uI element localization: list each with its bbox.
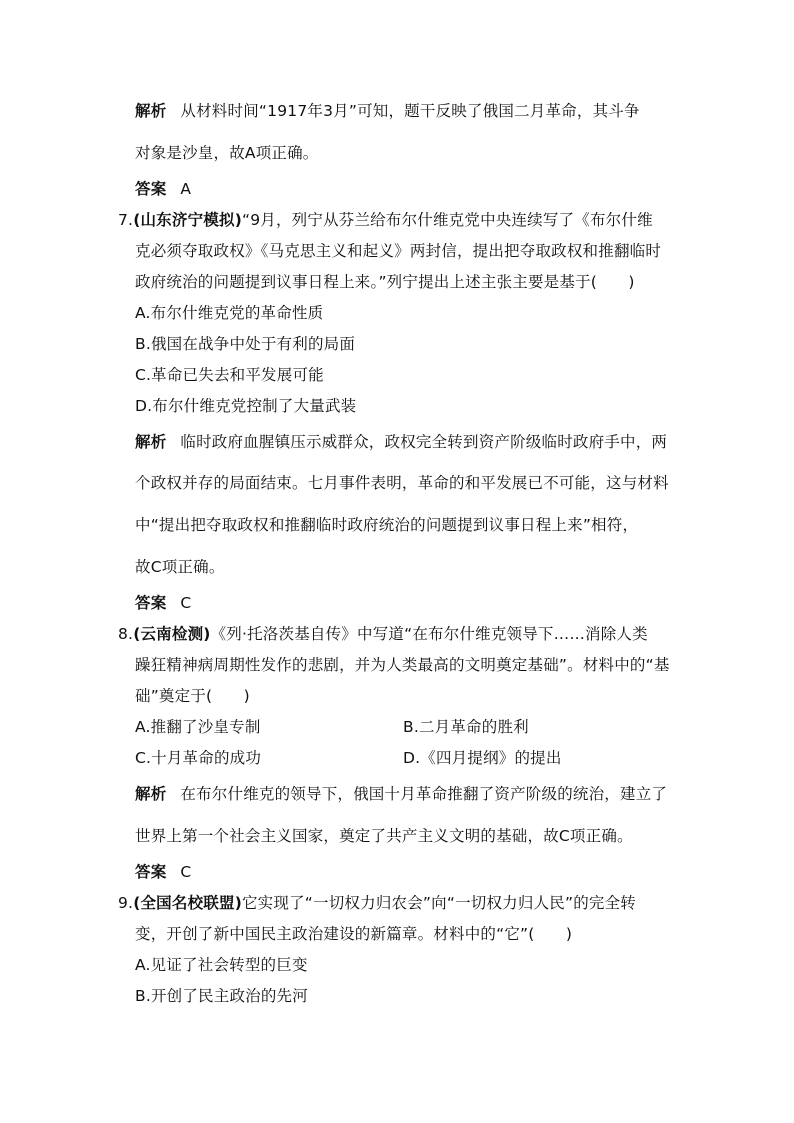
analysis-label: 解析 bbox=[135, 433, 167, 451]
question-source: (山东济宁模拟) bbox=[133, 211, 242, 229]
q9-option-a: A.见证了社会转型的巨变 bbox=[135, 956, 308, 974]
answer-value: A bbox=[180, 180, 192, 198]
q7-answer bbox=[135, 593, 191, 613]
q8-answer bbox=[135, 862, 191, 882]
answer-value: C bbox=[180, 594, 192, 612]
q8-stem-line-2: 躁狂精神病周期性发作的悲剧，并为人类最高的文明奠定基础”。材料中的“基 bbox=[135, 656, 670, 674]
q8-stem-line-1: 8.(云南检测)《列·托洛茨基自传》中写道“在布尔什维克领导下……消除人类 bbox=[118, 625, 648, 643]
prev-answer bbox=[135, 179, 191, 199]
q7-option-c: C.革命已失去和平发展可能 bbox=[135, 366, 324, 384]
q9-stem-line-1: 9.(全国名校联盟)它实现了“一切权力归农会”向“一切权力归人民”的完全转 bbox=[118, 894, 637, 912]
q7-stem-line-1: 7.(山东济宁模拟)“9月，列宁从芬兰给布尔什维克党中央连续写了《布尔什维 bbox=[118, 211, 653, 229]
q7-option-b: B.俄国在战争中处于有利的局面 bbox=[135, 335, 356, 353]
prev-analysis-line-2: 对象是沙皇，故A项正确。 bbox=[135, 144, 319, 162]
q8-option-b: B.二月革命的胜利 bbox=[403, 718, 529, 736]
answer-label: 答案 bbox=[135, 180, 167, 198]
q9-option-b: B.开创了民主政治的先河 bbox=[135, 987, 308, 1005]
q7-analysis-line-2: 个政权并存的局面结束。七月事件表明，革命的和平发展已不可能，这与材料 bbox=[135, 474, 669, 492]
answer-label: 答案 bbox=[135, 863, 167, 881]
q9-stem-line-2: 变，开创了新中国民主政治建设的新篇章。材料中的“它”( ) bbox=[135, 925, 573, 943]
q8-option-c: C.十月革命的成功 bbox=[135, 749, 262, 767]
q8-stem-line-3: 础”奠定于( ) bbox=[135, 687, 250, 705]
q8-option-a: A.推翻了沙皇专制 bbox=[135, 718, 261, 736]
question-number: 9. bbox=[118, 894, 134, 912]
q7-analysis-line-1: 解析 临时政府血腥镇压示威群众，政权完全转到资产阶级临时政府手中，两 bbox=[135, 433, 668, 451]
q7-analysis-line-4: 故C项正确。 bbox=[135, 558, 225, 576]
q8-option-d: D.《四月提纲》的提出 bbox=[403, 749, 562, 767]
answer-label: 答案 bbox=[135, 594, 167, 612]
question-source: (云南检测) bbox=[133, 625, 211, 643]
q8-analysis-line-2: 世界上第一个社会主义国家，奠定了共产主义文明的基础，故C项正确。 bbox=[135, 827, 633, 845]
q7-option-d: D.布尔什维克党控制了大量武装 bbox=[135, 397, 357, 415]
q7-analysis-line-3: 中“提出把夺取政权和推翻临时政府统治的问题提到议事日程上来”相符， bbox=[135, 516, 639, 534]
q7-option-a: A.布尔什维克党的革命性质 bbox=[135, 304, 324, 322]
q7-stem-line-2: 克必须夺取政权》《马克思主义和起义》两封信，提出把夺取政权和推翻临时 bbox=[135, 242, 662, 260]
prev-analysis-line-1: 解析 从材料时间“1917年3月”可知，题干反映了俄国二月革命，其斗争 bbox=[135, 102, 640, 120]
question-source: (全国名校联盟) bbox=[133, 894, 242, 912]
question-number: 8. bbox=[118, 625, 134, 643]
analysis-label: 解析 bbox=[135, 785, 167, 803]
q8-analysis-line-1: 解析 在布尔什维克的领导下，俄国十月革命推翻了资产阶级的统治，建立了 bbox=[135, 785, 668, 803]
analysis-label: 解析 bbox=[135, 102, 167, 120]
question-number: 7. bbox=[118, 211, 134, 229]
answer-value: C bbox=[180, 863, 192, 881]
q7-stem-line-3: 政府统治的问题提到议事日程上来。”列宁提出上述主张主要是基于( ) bbox=[135, 273, 635, 291]
